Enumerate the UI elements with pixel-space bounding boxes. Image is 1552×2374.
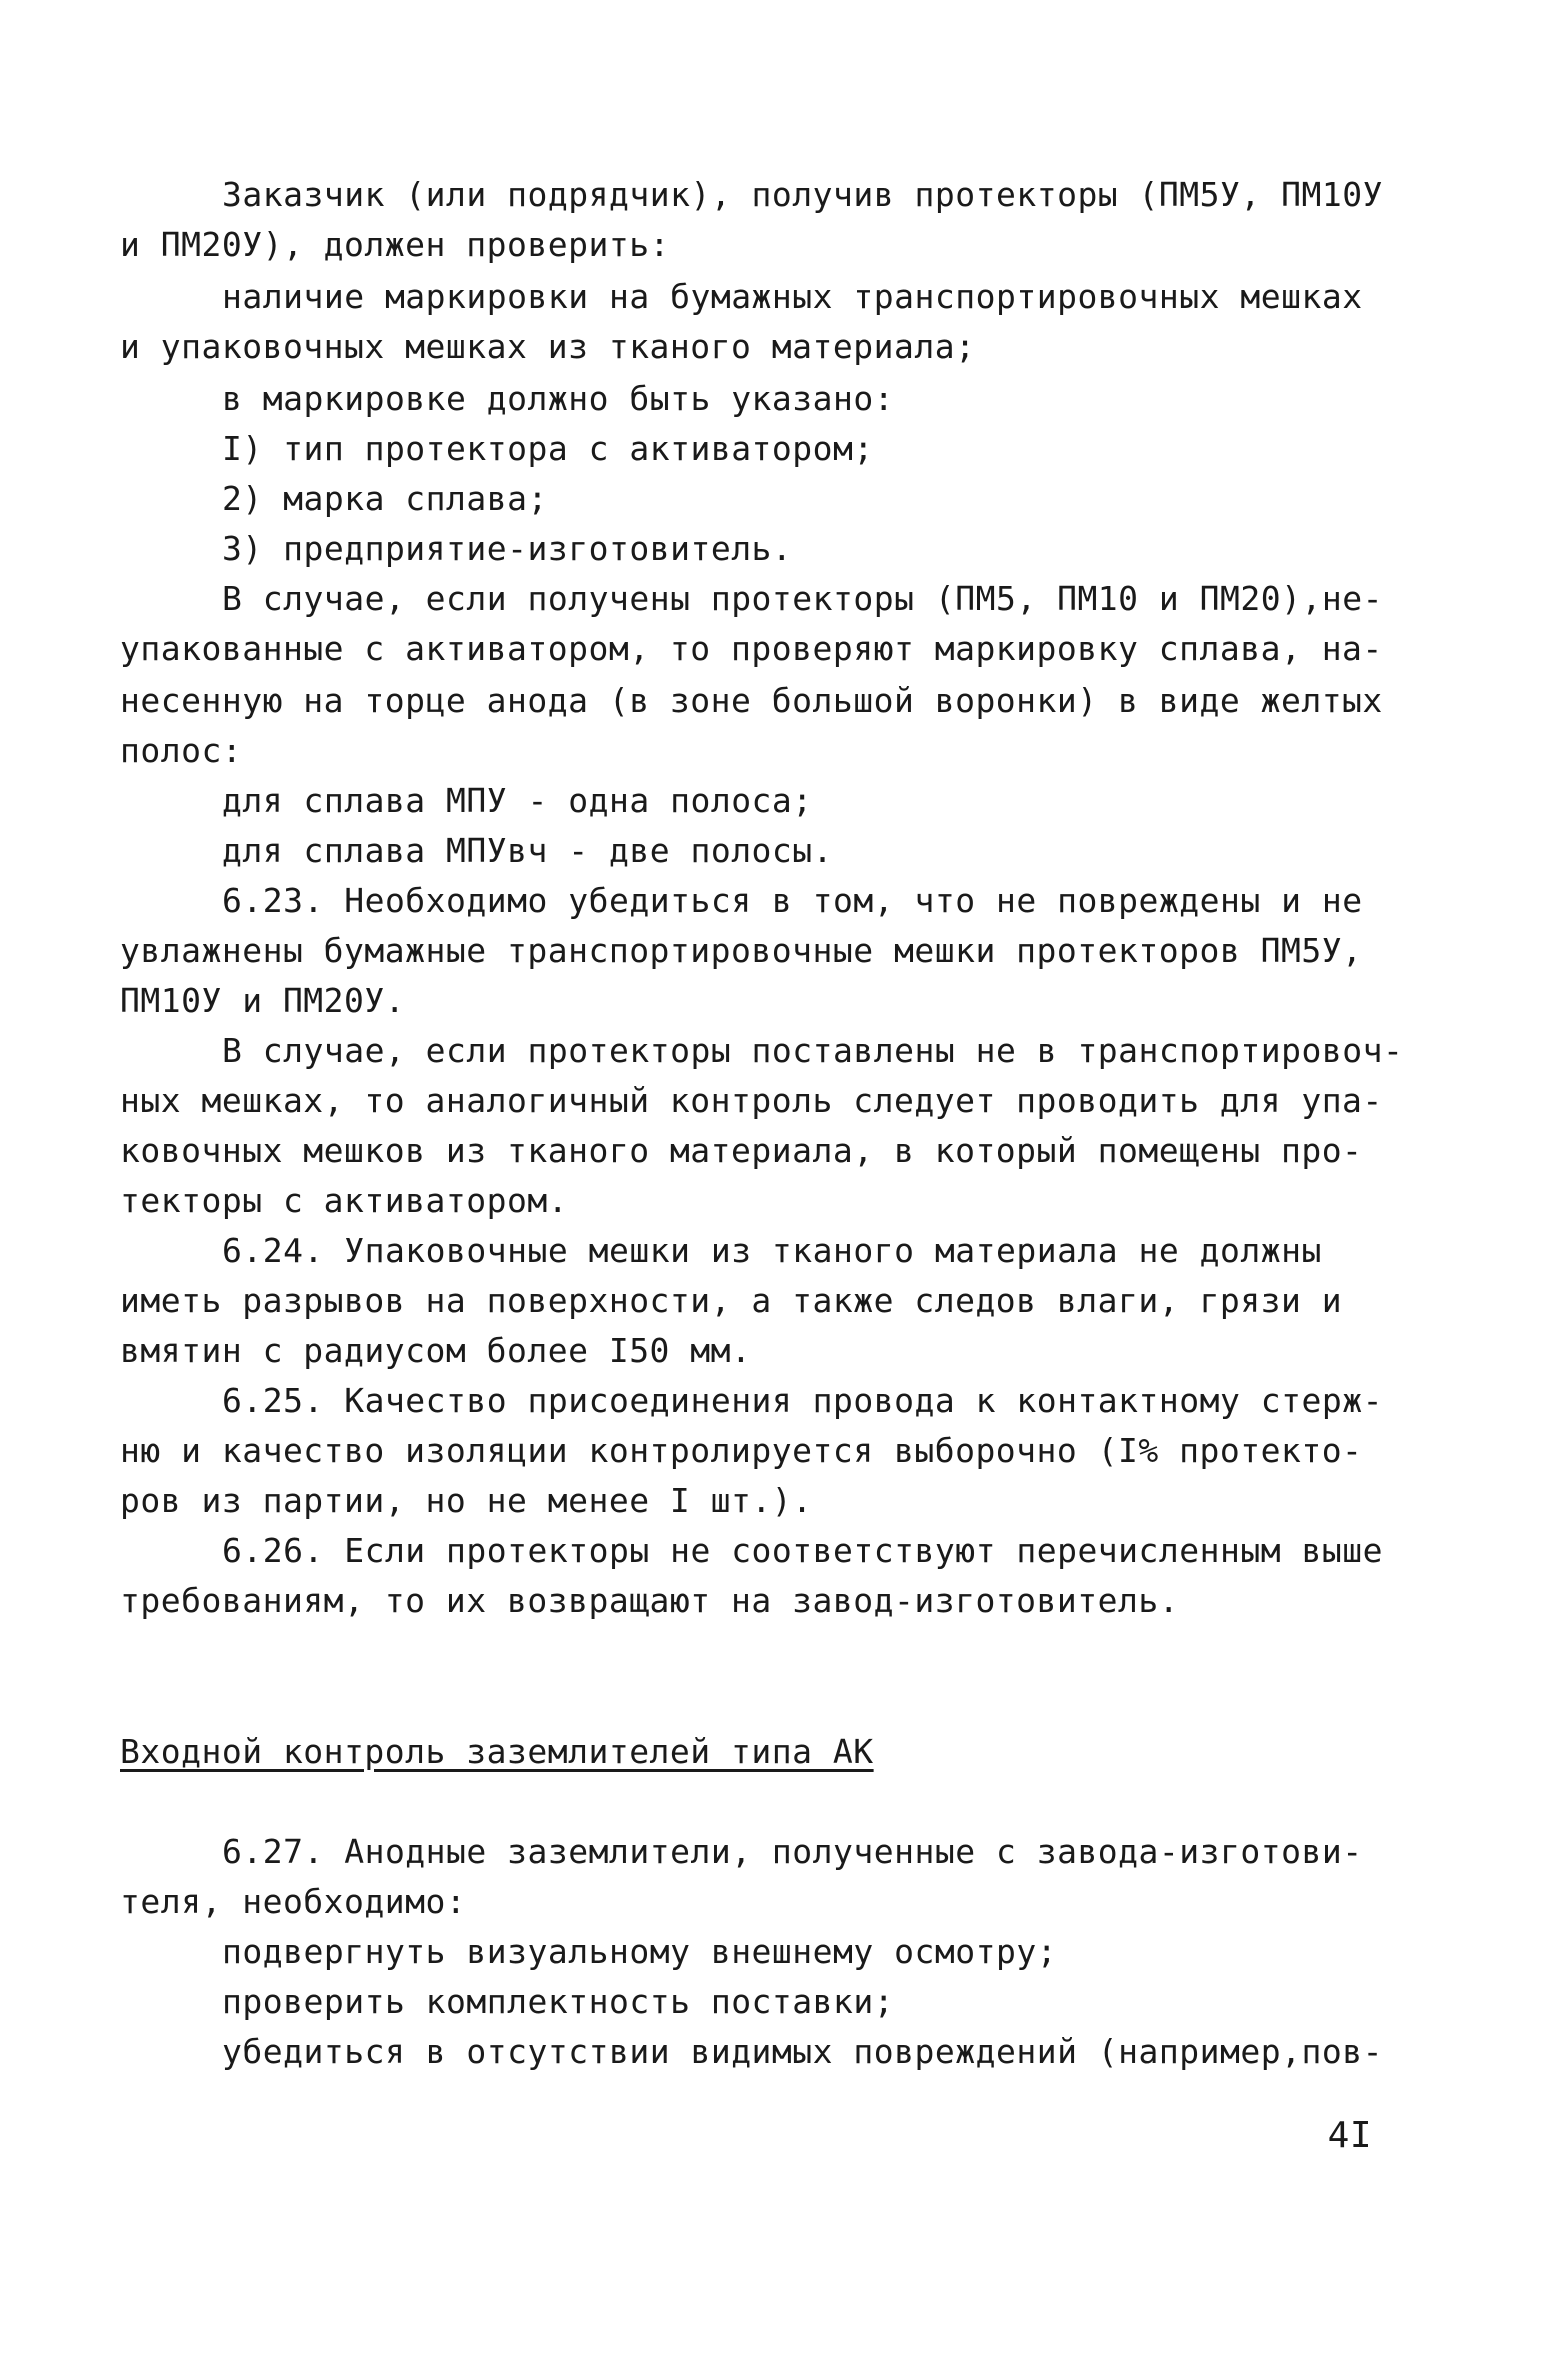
text-line: ню и качество изоляции контролируется выборочно (I% протекто- (120, 1431, 1363, 1470)
text-line: текторы с активатором. (120, 1181, 569, 1220)
text-line: ных мешках, то аналогичный контроль следует проводить для упа- (120, 1081, 1383, 1120)
text-line: ров из партии, но не менее I шт.). (120, 1481, 813, 1520)
text-line: Заказчик (или подрядчик), получив протекторы (ПМ5У, ПМ10У (222, 175, 1383, 214)
text-line: В случае, если протекторы поставлены не в транспортировоч- (222, 1031, 1404, 1070)
text-line: I) тип протектора с активатором; (222, 429, 874, 468)
text-line: в маркировке должно быть указано: (222, 379, 895, 418)
text-line: В случае, если получены протекторы (ПМ5, ПМ10 и ПМ20),не- (222, 579, 1383, 618)
text-line: вмятин с радиусом более I50 мм. (120, 1331, 752, 1370)
text-line: для сплава МПУвч - две полосы. (222, 831, 834, 870)
text-line: и ПМ20У), должен проверить: (120, 225, 670, 264)
text-line: наличие маркировки на бумажных транспортировочных мешках (222, 277, 1363, 316)
text-line: увлажнены бумажные транспортировочные мешки протекторов ПМ5У, (120, 931, 1363, 970)
text-line: для сплава МПУ - одна полоса; (222, 781, 813, 820)
text-line: 6.24. Упаковочные мешки из тканого материала не должны (222, 1231, 1322, 1270)
section-heading: Входной контроль заземлителей типа АК (120, 1732, 874, 1771)
text-line: теля, необходимо: (120, 1882, 467, 1921)
text-line: 6.25. Качество присоединения провода к контактному стерж- (222, 1381, 1383, 1420)
text-line: упакованные с активатором, то проверяют маркировку сплава, на- (120, 629, 1383, 668)
text-line: полос: (120, 731, 243, 770)
text-line: несенную на торце анода (в зоне большой воронки) в виде желтых (120, 681, 1383, 720)
text-line: требованиям, то их возвращают на завод-изготовитель. (120, 1581, 1180, 1620)
text-line: 6.27. Анодные заземлители, полученные с завода-изготови- (222, 1832, 1363, 1871)
text-line: подвергнуть визуальному внешнему осмотру; (222, 1932, 1058, 1971)
text-line: 3) предприятие-изготовитель. (222, 529, 793, 568)
page-number: 4I (1327, 2115, 1372, 2156)
text-line: иметь разрывов на поверхности, а также следов влаги, грязи и (120, 1281, 1343, 1320)
text-line: убедиться в отсутствии видимых повреждений (например,пов- (222, 2032, 1383, 2071)
text-line: 6.23. Необходимо убедиться в том, что не повреждены и не (222, 881, 1363, 920)
text-line: и упаковочных мешках из тканого материала; (120, 327, 976, 366)
text-line: 6.26. Если протекторы не соответствуют перечисленным выше (222, 1531, 1383, 1570)
text-line: ПМ10У и ПМ20У. (120, 981, 406, 1020)
text-line: 2) марка сплава; (222, 479, 548, 518)
text-line: проверить комплектность поставки; (222, 1982, 895, 2021)
text-line: ковочных мешков из тканого материала, в который помещены про- (120, 1131, 1363, 1170)
